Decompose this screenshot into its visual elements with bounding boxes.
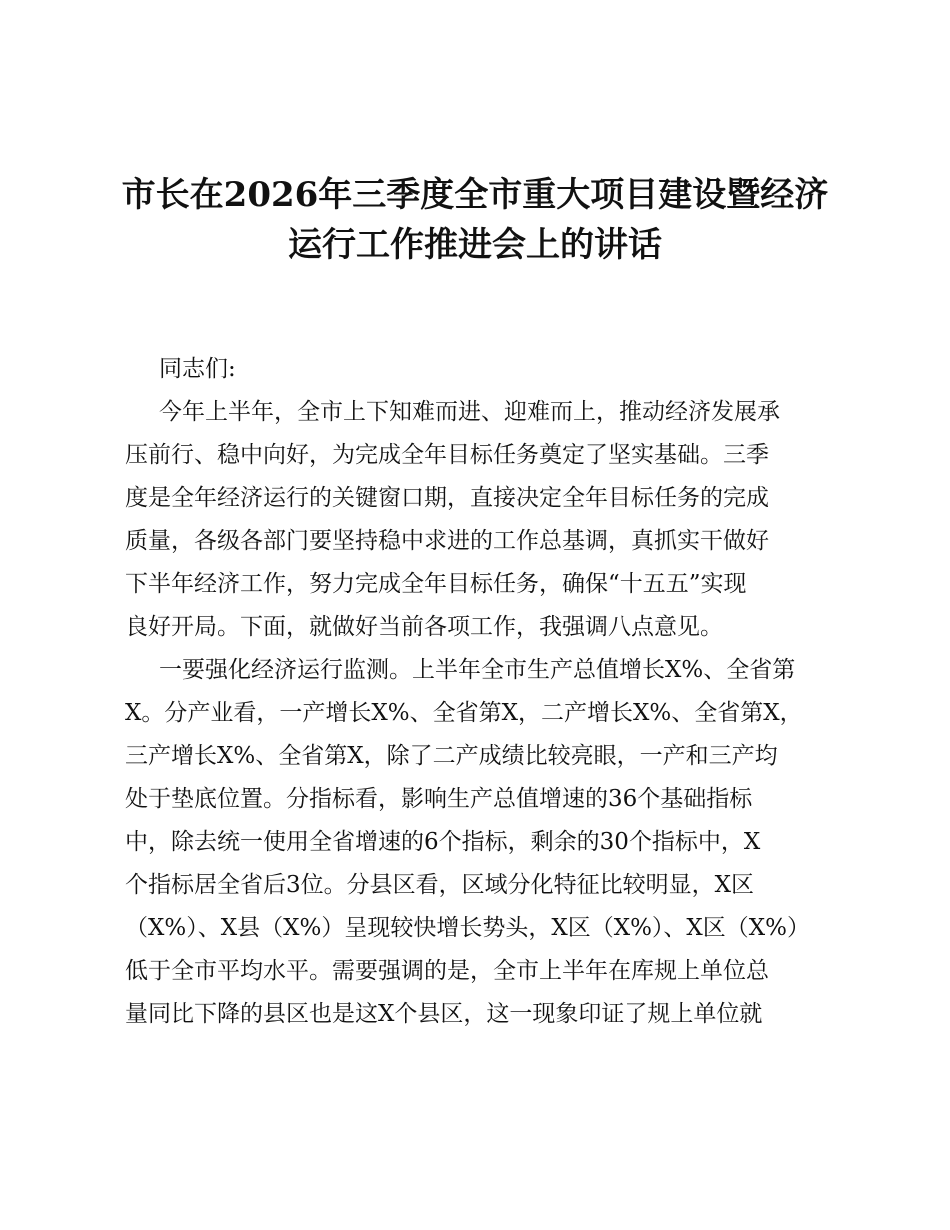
paragraph-2-line: 处于垫底位置。分指标看，影响生产总值增速的36个基础指标 — [125, 786, 753, 812]
paragraph-2-line: X。分产业看，一产增长X%、全省第X，二产增长X%、全省第X， — [125, 700, 803, 726]
document-body — [125, 348, 835, 1036]
paragraph-2 — [125, 649, 835, 1036]
paragraph-1-line: 质量，各级各部门要坚持稳中求进的工作总基调，真抓实干做好 — [125, 528, 769, 554]
paragraph-1 — [125, 391, 835, 649]
title-line-2: 运行工作推进会上的讲话 — [288, 225, 662, 265]
paragraph-1-line: 良好开局。下面，就做好当前各项工作，我强调八点意见。 — [125, 614, 723, 640]
salutation: 同志们: — [159, 356, 236, 382]
paragraph-2-line: 量同比下降的县区也是这X个县区，这一现象印证了规上单位就 — [125, 1001, 763, 1027]
paragraph-2-line: 个指标居全省后3位。分县区看，区域分化特征比较明显，X区 — [125, 872, 755, 898]
title-line-1: 市长在2026年三季度全市重大项目建设暨经济 — [121, 175, 829, 215]
document-title — [100, 170, 850, 270]
paragraph-1-line: 压前行、稳中向好，为完成全年目标任务奠定了坚实基础。三季 — [125, 442, 769, 468]
paragraph-1-line: 度是全年经济运行的关键窗口期，直接决定全年目标任务的完成 — [125, 485, 769, 511]
paragraph-2-line: 一要强化经济运行监测。上半年全市生产总值增长X%、全省第 — [159, 657, 796, 683]
paragraph-1-line: 下半年经济工作，努力完成全年目标任务，确保“十五五”实现 — [125, 571, 747, 597]
paragraph-1-line: 今年上半年，全市上下知难而进、迎难而上，推动经济发展承 — [159, 399, 780, 425]
paragraph-2-line: 中，除去统一使用全省增速的6个指标，剩余的30个指标中，X — [125, 829, 761, 855]
paragraph-2-line: 三产增长X%、全省第X，除了二产成绩比较亮眼，一产和三产均 — [125, 743, 778, 769]
paragraph-2-line: 低于全市平均水平。需要强调的是，全市上半年在库规上单位总 — [125, 958, 769, 984]
paragraph-2-line: （X%）、X县（X%）呈现较快增长势头，X区（X%）、X区（X%） — [125, 915, 811, 941]
